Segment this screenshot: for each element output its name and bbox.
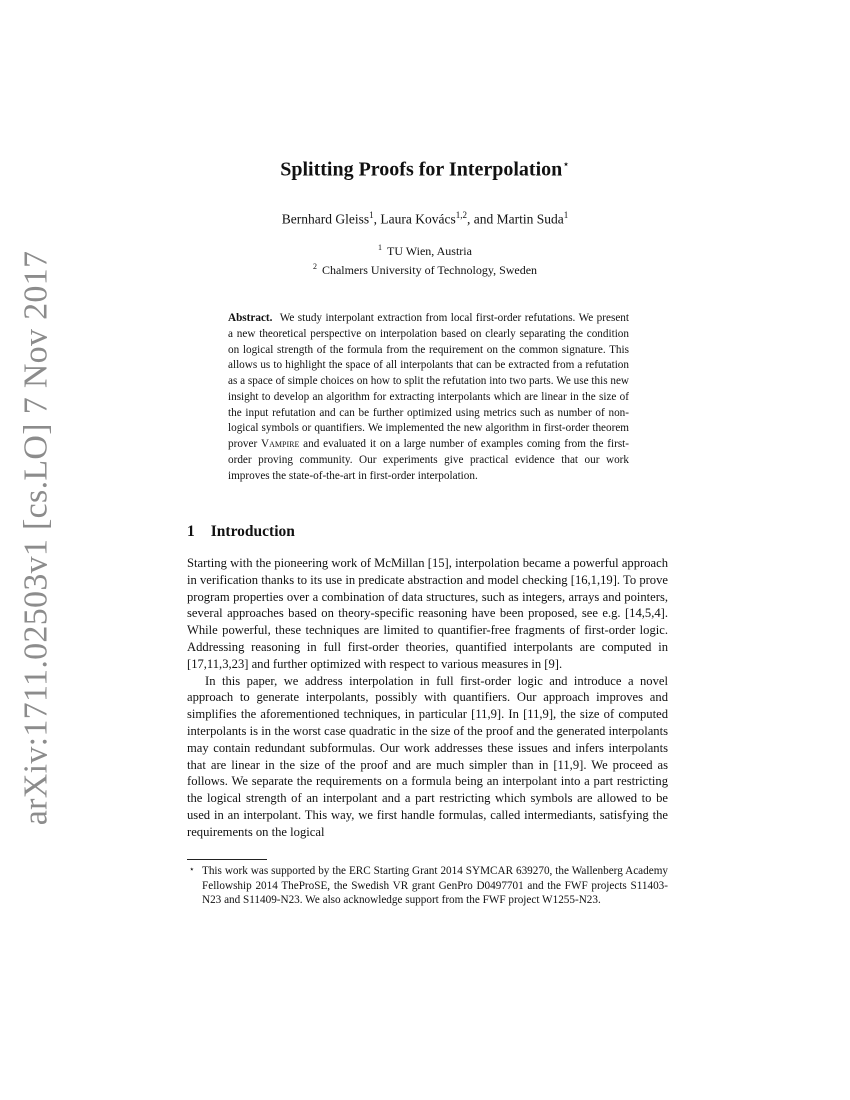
paper-title <box>0 157 850 182</box>
affiliation-text: TU Wien, Austria <box>387 244 472 258</box>
author-name: Laura Kovács <box>380 211 456 227</box>
abstract-label: Abstract. <box>228 312 273 324</box>
footnote-text: This work was supported by the ERC Starting Grant 2014 SYMCAR 639270, the Wallenberg Academy Fellowship 2014 TheProSE, the Swedish VR grant GenPro D0497701 and the FWF projects S11403-N23 and S11409-N23. We also acknowledge support from the FWF project W1255-N23. <box>202 865 668 907</box>
title-footnote-mark: ⋆ <box>562 157 570 171</box>
footnote-rule <box>187 859 267 860</box>
author-list <box>0 210 850 228</box>
paragraph: In this paper, we address interpolation in full first-order logic and introduce a novel approach to generate interpolants, possibly with quantifiers. Our approach improves and simplifies the aforementioned techniques, in particular [11,9]. In [11,9], the size of computed interpolants is in the worst case quadratic in the size of the proof and the generated interpolants may contain redundant subformulas. Our work addresses these issues and infers interpolants that are linear in the size of the proof and are much simpler than in [11,9]. We proceed as follows. We separate the requirements on a formula being an interpolant into a part restricting the logical strength of an interpolant and a part restricting which symbols are allowed to be used in an interpolant. This way, we first handle formulas, called intermediants, satisfying the requirements on the logical <box>187 673 668 839</box>
section-number: 1 <box>187 523 195 540</box>
paragraph: Starting with the pioneering work of McMillan [15], interpolation became a powerful approach in verification thanks to its use in predicate abstraction and model checking [16,1,19]. To prove program properties over a combination of data structures, such as integers, arrays and pointers, several approaches based on theory-specific reasoning have been proposed, see e.g. [14,5,4]. While powerful, these techniques are limited to quantifier-free fragments of first-order logic. Addressing reasoning in full first-order theories, quantified interpolants are computed in [17,11,3,23] and further optimized with respect to various measures in [9]. <box>187 556 668 671</box>
affiliation-text: Chalmers University of Technology, Sweden <box>321 263 538 277</box>
footnote-mark: ⋆ <box>189 864 195 874</box>
abstract-text: We study interpolant extraction from local first-order refutations. We present a new theoretical perspective on interpolation based on clearly separating the condition on logical strength of the formula from the requirement on the common signature. This allows us to highlight the space of all interpolants that can be extracted from a refutation as a space of simple choices on how to split the refutation into two parts. We use this new insight to develop an algorithm for extracting interpolants which are linear in the size of the input refutation and can be further optimized using metrics such as number of non-logical symbols or quantifiers. We implemented the new algorithm in first-order theorem prover <box>228 312 629 450</box>
section-heading <box>187 523 295 541</box>
arxiv-side-stamp <box>11 250 61 825</box>
author-name: Bernhard Gleiss <box>281 211 370 227</box>
section-title: Introduction <box>210 523 295 540</box>
abstract-text-continued: and evaluated it on a large number of examples coming from the first-order proving community. Our experiments give practical evidence that our work improves the state-of-the-art in first-order interpolation. <box>228 438 630 482</box>
prover-name: Vampire <box>261 438 300 450</box>
abstract <box>228 311 629 484</box>
author-name: Martin Suda <box>496 211 564 227</box>
affiliation-number: 1 <box>378 243 383 252</box>
affiliation-number: 2 <box>312 262 317 271</box>
author-affil: 1 <box>563 210 569 220</box>
author-separator: , and <box>466 211 497 227</box>
footnote <box>189 864 668 908</box>
title-text: Splitting Proofs for Interpolation <box>280 158 563 181</box>
body-text <box>187 555 668 841</box>
affiliation-line <box>0 240 850 259</box>
author-affil: 1 <box>369 210 374 220</box>
affiliation-list <box>0 240 850 278</box>
author-affil: 1,2 <box>455 210 467 220</box>
affiliation-line <box>0 259 850 278</box>
arxiv-identifier: arXiv:1711.02503v1 [cs.LO] 7 Nov 2017 <box>17 250 55 825</box>
author-separator: , <box>373 211 381 227</box>
